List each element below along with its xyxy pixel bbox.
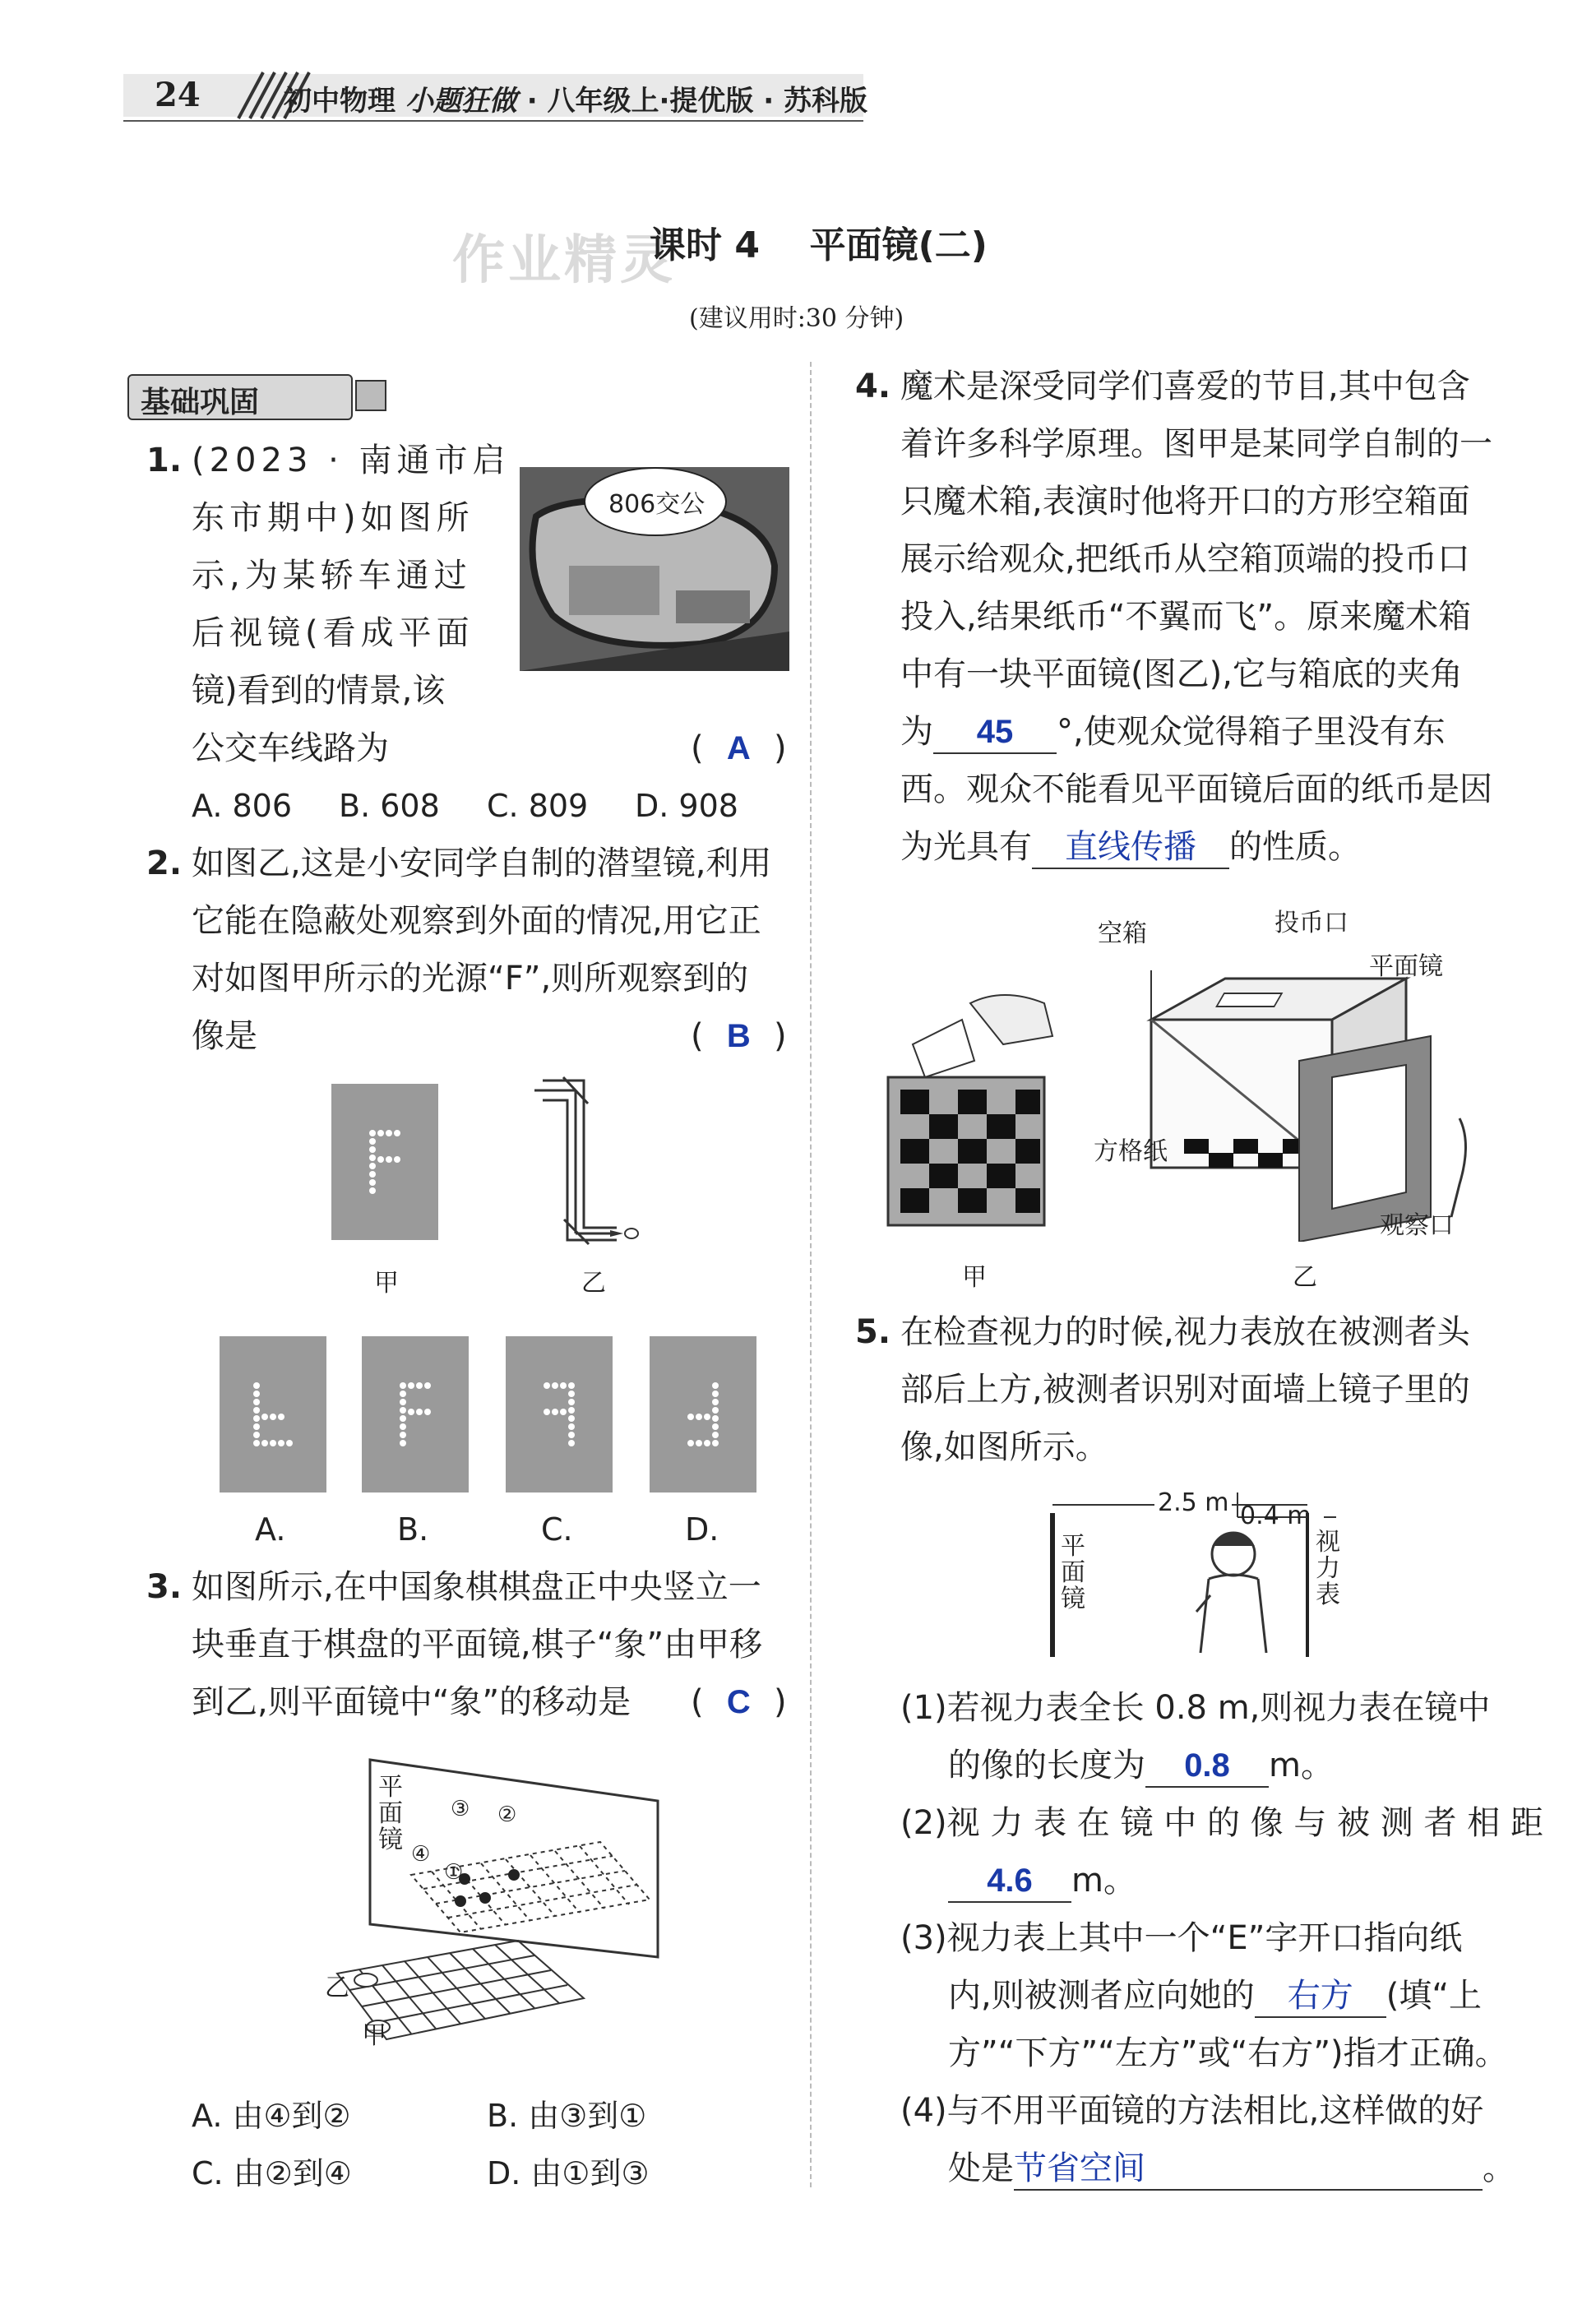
page-header xyxy=(123,66,867,123)
lesson-title xyxy=(650,215,988,268)
q5-sub4-answer: 节省空间 xyxy=(1014,2148,1483,2191)
q1-line: 东市期中)如图所 xyxy=(192,499,474,537)
q5-sub2-answer: 4.6 xyxy=(948,1860,1071,1903)
q5-chart-label: 视力表 xyxy=(1316,1528,1340,1609)
q5-sub4-line1: (4)与不用平面镜的方法相比,这样做的好 xyxy=(900,2092,1484,2130)
q1-line: (2023 · 南通市启 xyxy=(192,442,511,479)
q2-option-d-image xyxy=(650,1336,756,1492)
q1-option: C. 809 xyxy=(487,788,589,824)
q4-line-9: 为光具有 直线传播 的性质。 xyxy=(900,826,1361,869)
q2-option: A. xyxy=(255,1511,286,1548)
lesson-name: 平面镜(二) xyxy=(809,224,988,266)
q5-line: 部后上方,被测者识别对面墙上镜子里的 xyxy=(900,1371,1470,1409)
q4-label-grid-paper: 方格纸 xyxy=(1094,1137,1168,1166)
q4-line-7: 为 45 °,使观众觉得箱子里没有东 xyxy=(900,711,1446,754)
q4-line: 展示给观众,把纸币从空箱顶端的投币口 xyxy=(900,540,1470,578)
q5-sub4-line2: 处是节省空间 。 xyxy=(948,2148,1515,2191)
q4-line: 中有一块平面镜(图乙),它与箱底的夹角 xyxy=(900,655,1463,693)
q5-line: 在检查视力的时候,视力表放在被测者头 xyxy=(900,1313,1470,1351)
q2-option-a-image xyxy=(220,1336,326,1492)
q3-line: 如图所示,在中国象棋棋盘正中央竖立一 xyxy=(192,1568,761,1606)
rotated-f-icon xyxy=(220,1336,326,1492)
q1-option: A. 806 xyxy=(192,788,293,824)
q3-line: 块垂直于棋盘的平面镜,棋子“象”由甲移 xyxy=(192,1626,763,1664)
q3-answer: C xyxy=(726,1684,751,1720)
q1-line: 公交车线路为 xyxy=(192,729,389,767)
q4-line: 魔术是深受同学们喜爱的节目,其中包含 xyxy=(900,368,1470,405)
q1-option: D. 908 xyxy=(635,788,738,824)
q3-label-c1: ① xyxy=(444,1860,464,1885)
q1-number: 1. xyxy=(146,442,183,479)
page-number: 24 xyxy=(155,76,201,114)
q4-label-window: 观察口 xyxy=(1380,1211,1454,1240)
mirror-box-diagram xyxy=(1135,970,1480,1242)
q3-option: A. 由④到② xyxy=(192,2098,351,2134)
q1-mirror-photo xyxy=(520,467,789,671)
section-arrow-icon xyxy=(355,380,386,411)
q3-label-jia: 甲 xyxy=(362,2021,386,2050)
mirrored-f-icon xyxy=(506,1336,613,1492)
q2-number: 2. xyxy=(146,845,183,882)
q1-answer: A xyxy=(726,730,751,766)
q3-label-c2: ② xyxy=(497,1803,517,1827)
section-label-text: 基础巩固 xyxy=(141,385,260,419)
flipped-f-icon xyxy=(650,1336,756,1492)
q5-sub1-answer: 0.8 xyxy=(1145,1745,1269,1788)
q1-answer-bracket: ( A ) xyxy=(691,729,787,767)
header-title xyxy=(284,78,867,118)
q4-line: 着许多科学原理。图甲是某同学自制的一 xyxy=(900,425,1492,463)
q5-sub3-line2: 内,则被测者应向她的 右方 (填“上 xyxy=(948,1975,1482,2018)
q2-option: C. xyxy=(541,1511,573,1548)
q5-sub2-line1: (2)视 力 表 在 镜 中 的 像 与 被 测 者 相 距 xyxy=(900,1804,1543,1842)
book-title-part2: · 八年级上·提优版 · 苏科版 xyxy=(526,85,867,118)
q2-light-source-f xyxy=(331,1084,438,1240)
q3-label-c4: ④ xyxy=(411,1842,431,1867)
q4-fig-label-yi: 乙 xyxy=(1293,1263,1317,1292)
q4-line: 投入,结果纸币“不翼而飞”。原来魔术箱 xyxy=(900,598,1472,636)
header-underline xyxy=(123,120,863,122)
q5-sub3-answer: 右方 xyxy=(1255,1975,1386,2018)
q1-bubble-text: 806交公 xyxy=(608,490,705,519)
q4-answer-angle: 45 xyxy=(933,711,1057,754)
q3-option: D. 由①到③ xyxy=(487,2155,650,2191)
watermark: 作业精灵 xyxy=(452,230,676,291)
q3-number: 3. xyxy=(146,1568,183,1606)
q4-label-mirror: 平面镜 xyxy=(1369,952,1443,981)
q2-option: D. xyxy=(685,1511,719,1548)
q5-sub1-line1: (1)若视力表全长 0.8 m,则视力表在镜中 xyxy=(900,1689,1491,1727)
q2-option: B. xyxy=(397,1511,429,1548)
q5-sub3-line1: (3)视力表上其中一个“E”字开口指向纸 xyxy=(900,1919,1463,1957)
q1-line: 示,为某轿车通过 xyxy=(192,557,472,595)
q4-label-empty-box: 空箱 xyxy=(1098,919,1147,948)
q2-line: 对如图甲所示的光源“F”,则所观察到的 xyxy=(192,960,749,997)
q4-line: 西。观众不能看见平面镜后面的纸币是因 xyxy=(900,771,1492,808)
brand-name: 小题狂做 xyxy=(405,85,517,118)
q5-distance-2-5m: 2.5 m xyxy=(1154,1488,1232,1517)
q2-option-b-image xyxy=(362,1336,469,1492)
q4-fig-label-jia: 甲 xyxy=(962,1263,987,1292)
magic-box-diagram xyxy=(880,987,1061,1233)
q3-option: C. 由②到④ xyxy=(192,2155,352,2191)
q4-line: 只魔术箱,表演时他将开口的方形空箱面 xyxy=(900,483,1470,521)
q2-line: 像是 xyxy=(192,1017,257,1055)
q5-mirror-label: 平面镜 xyxy=(1061,1532,1085,1613)
q1-line: 后视镜(看成平面 xyxy=(192,614,474,652)
q2-fig-label-jia: 甲 xyxy=(374,1269,399,1298)
q3-answer-bracket: ( C ) xyxy=(691,1683,787,1721)
chessboard-mirror-diagram xyxy=(321,1752,674,2048)
periscope-diagram xyxy=(534,1076,650,1248)
q3-label-c3: ③ xyxy=(451,1797,470,1821)
q5-line: 像,如图所示。 xyxy=(900,1428,1108,1466)
q2-fig-label-yi: 乙 xyxy=(581,1269,606,1298)
letter-f-icon xyxy=(331,1084,438,1240)
book-title-part1: 初中物理 xyxy=(284,85,396,118)
q5-sub2-line2: 4.6 m。 xyxy=(948,1860,1136,1903)
q2-line: 它能在隐蔽处观察到外面的情况,用它正 xyxy=(192,902,761,940)
letter-f-icon xyxy=(362,1336,469,1492)
q2-answer: B xyxy=(726,1018,751,1054)
q4-label-coin-slot: 投币口 xyxy=(1274,909,1349,937)
suggested-time: (建议用时:30 分钟) xyxy=(689,304,904,333)
q4-answer-property: 直线传播 xyxy=(1032,826,1229,869)
column-divider xyxy=(810,362,812,2187)
q2-option-c-image xyxy=(506,1336,613,1492)
lesson-number: 课时 4 xyxy=(650,224,760,266)
q3-option: B. 由③到① xyxy=(487,2098,647,2134)
q3-label-yi: 乙 xyxy=(325,1974,349,2002)
q5-sub1-line2: 的像的长度为 0.8 m。 xyxy=(948,1745,1334,1788)
q5-sub3-line3: 方”“下方”“左方”或“右方”)指才正确。 xyxy=(948,2034,1508,2072)
section-label xyxy=(127,374,353,420)
q2-answer-bracket: ( B ) xyxy=(691,1017,787,1055)
q5-number: 5. xyxy=(855,1313,891,1351)
q4-number: 4. xyxy=(855,368,891,405)
q1-line: 镜)看到的情景,该 xyxy=(192,672,446,710)
q3-mirror-label: 平面镜 xyxy=(378,1773,403,1854)
q5-distance-0-4m: 0.4 m xyxy=(1240,1502,1311,1530)
q1-option: B. 608 xyxy=(339,788,440,824)
q2-line: 如图乙,这是小安同学自制的潜望镜,利用 xyxy=(192,845,772,882)
q3-line: 到乙,则平面镜中“象”的移动是 xyxy=(192,1683,631,1721)
